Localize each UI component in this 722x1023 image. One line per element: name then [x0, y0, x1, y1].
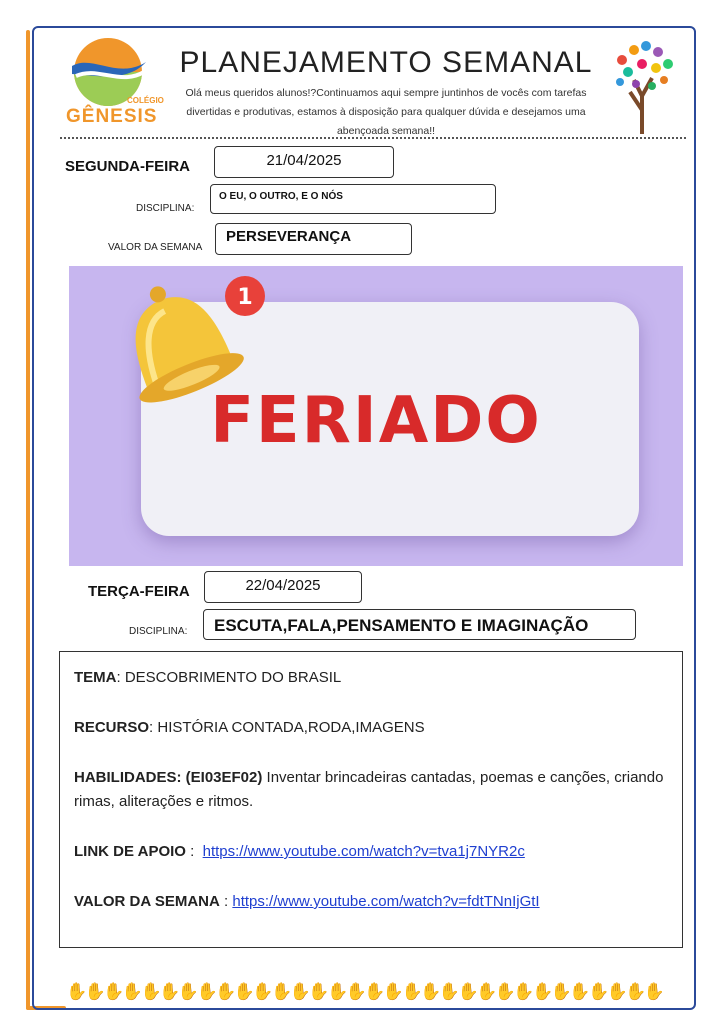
valor-semana-label: VALOR DA SEMANA [74, 893, 220, 910]
hand-icon: ✋ [606, 982, 628, 1001]
logo-subtitle: COLÉGIO [127, 96, 164, 105]
tema-row: TEMA: DESCOBRIMENTO DO BRASIL [74, 669, 342, 686]
tuesday-disciplina-field: ESCUTA,FALA,PENSAMENTO E IMAGINAÇÃO [203, 609, 636, 640]
lesson-details-box [59, 651, 683, 948]
habilidades-row [74, 766, 668, 814]
recurso-row: RECURSO: HISTÓRIA CONTADA,RODA,IMAGENS [74, 719, 425, 736]
hand-icon: ✋ [215, 982, 237, 1001]
monday-valor-field: PERSEVERANÇA [215, 223, 412, 255]
hand-icon: ✋ [177, 982, 200, 1001]
hand-icon: ✋ [420, 982, 442, 1001]
monday-label: SEGUNDA-FEIRA [65, 158, 191, 175]
orange-edge-decoration [26, 30, 30, 1010]
habilidades-label: HABILIDADES: (EI03EF02) [74, 769, 263, 786]
hand-icon: ✋ [494, 982, 516, 1001]
hand-icon: ✋ [271, 982, 293, 1001]
valor-semana-link[interactable]: https://www.youtube.com/watch?v=fdtTNnIjGtI [232, 893, 540, 910]
hand-icon: ✋ [550, 982, 572, 1001]
holiday-banner [69, 266, 683, 566]
hand-icon: ✋ [587, 982, 610, 1001]
header-divider [60, 137, 686, 139]
hand-icon: ✋ [345, 982, 367, 1001]
hand-icon: ✋ [625, 982, 647, 1001]
page-title: PLANEJAMENTO SEMANAL [179, 46, 593, 79]
hand-icon: ✋ [382, 982, 405, 1001]
habilidades-value: Inventar brincadeiras cantadas, poemas e canções, criando rimas, aliterações e ritmos. [74, 769, 664, 810]
hand-icon: ✋ [438, 982, 460, 1001]
bell-badge: 1 [237, 285, 253, 310]
hand-icon: ✋ [159, 982, 181, 1001]
hand-icon: ✋ [643, 982, 666, 1001]
hand-icon: ✋ [196, 982, 218, 1001]
valor-semana-row: VALOR DA SEMANA : https://www.youtube.com/watch?v=fdtTNnIjGtI [74, 893, 540, 910]
hand-icon: ✋ [140, 982, 162, 1001]
hand-icon: ✋ [326, 982, 349, 1001]
link-apoio-row: LINK DE APOIO : https://www.youtube.com/watch?v=tva1j7NYR2c [74, 843, 525, 860]
hand-icon: ✋ [252, 982, 274, 1001]
hand-icon: ✋ [476, 982, 498, 1001]
monday-disciplina-label: DISCIPLINA: [136, 203, 195, 214]
hand-icon: ✋ [103, 982, 125, 1001]
hand-icon: ✋ [513, 982, 535, 1001]
recurso-label: RECURSO [74, 719, 150, 736]
tuesday-label: TERÇA-FEIRA [88, 583, 190, 600]
hand-icon: ✋ [401, 982, 423, 1001]
tuesday-disciplina-label: DISCIPLINA: [129, 626, 188, 637]
hand-icon: ✋ [532, 982, 554, 1001]
hand-icon: ✋ [233, 982, 255, 1001]
tema-label: TEMA [74, 669, 117, 686]
monday-date-field: 21/04/2025 [214, 146, 394, 178]
hand-icon: ✋ [569, 982, 591, 1001]
monday-valor-label: VALOR DA SEMANA [108, 242, 203, 253]
link-apoio-label: LINK DE APOIO [74, 843, 186, 860]
monday-disciplina-field: O EU, O OUTRO, E O NÓS [210, 184, 496, 214]
hands-footer-decoration [66, 981, 666, 1007]
hand-icon: ✋ [84, 982, 106, 1001]
hand-icon: ✋ [308, 982, 330, 1001]
tema-value: DESCOBRIMENTO DO BRASIL [124, 669, 342, 686]
recurso-value: HISTÓRIA CONTADA,RODA,IMAGENS [157, 719, 425, 736]
intro-message: Olá meus queridos alunos!?Continuamos aqui sempre juntinhos de vocês com tarefas divertidas e produtivas, estamos à disposição para qualquer dúvida e desejamos uma abençoada semana!! [185, 87, 587, 137]
hand-icon: ✋ [66, 982, 88, 1001]
tuesday-date-field: 22/04/2025 [204, 571, 362, 603]
logo-name: GÊNESIS [66, 106, 158, 127]
banner-feriado-text: FERIADO [210, 384, 542, 458]
hand-icon: ✋ [457, 982, 479, 1001]
tree-icon [612, 40, 676, 134]
link-apoio[interactable]: https://www.youtube.com/watch?v=tva1j7NYR2c [202, 843, 525, 860]
hand-icon: ✋ [364, 982, 386, 1001]
hand-icon: ✋ [121, 982, 144, 1001]
hand-icon: ✋ [289, 982, 311, 1001]
